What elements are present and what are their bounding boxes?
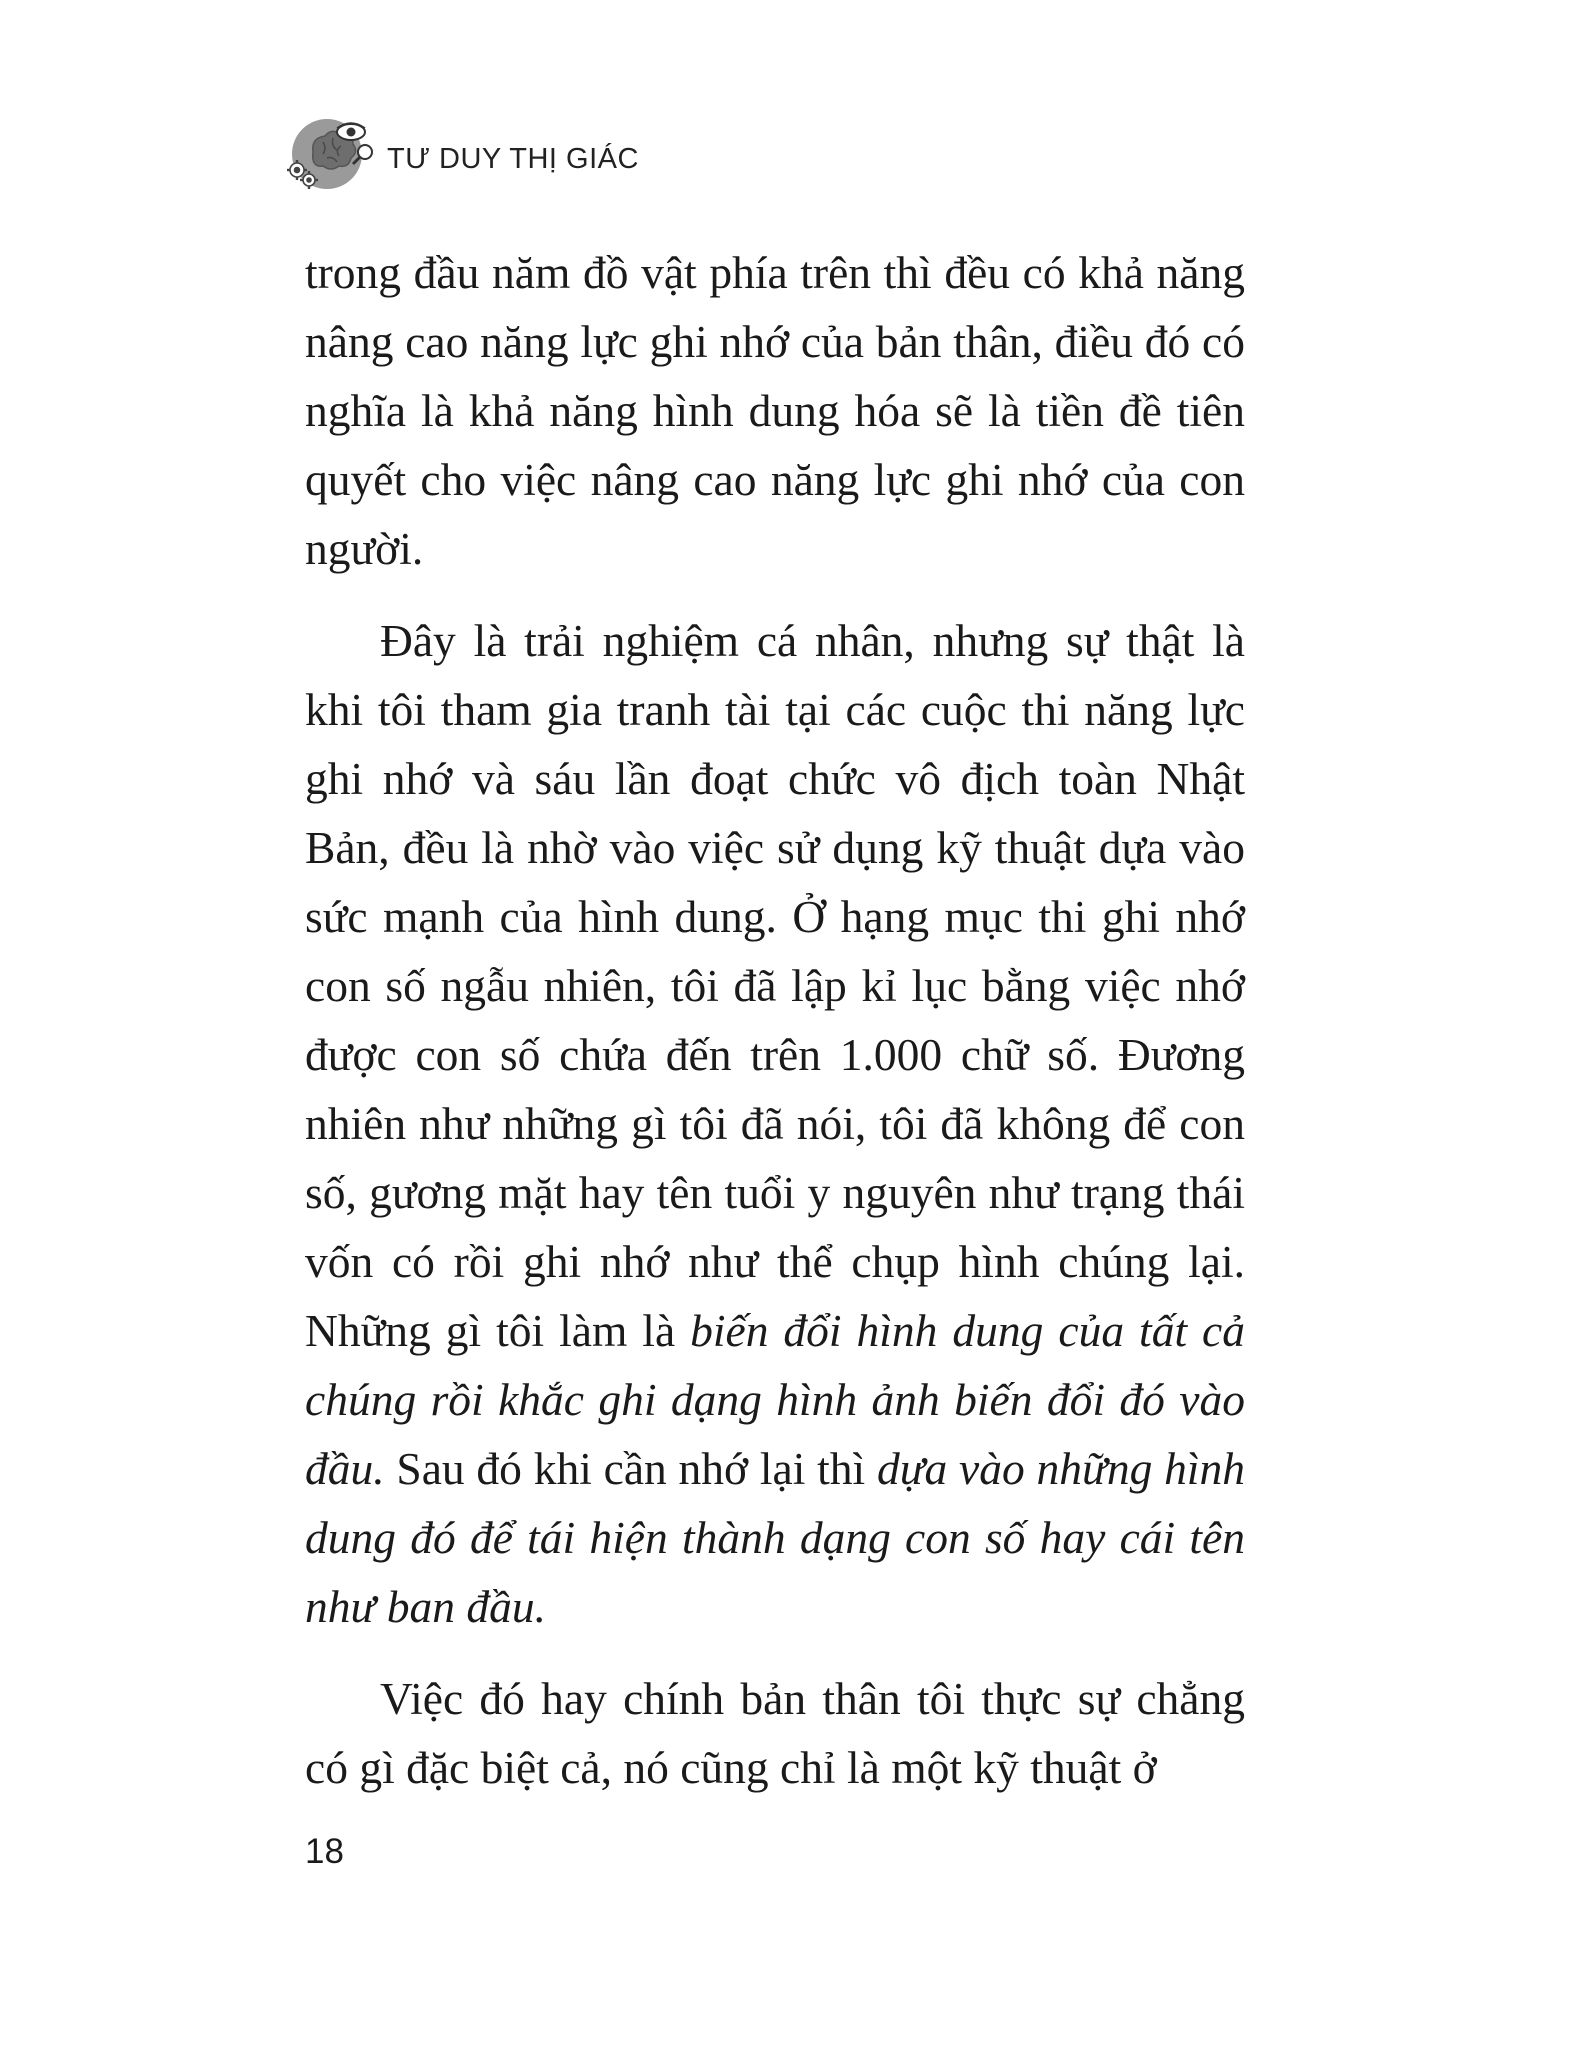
text-segment: trong đầu năm đồ vật phía trên thì đều có khả năng nâng cao năng lực ghi nhớ của bản thân, điều đó có nghĩa là khả năng hình dung hóa sẽ là tiền đề tiên quyết cho việc nâng cao năng lực ghi nhớ của con người. — [305, 247, 1245, 574]
italic-emphasis: biến đổi hình dung của tất cả chúng rồi khắc ghi dạng hình ảnh biến đổi đó vào đầu. — [305, 1305, 1245, 1494]
book-title: TƯ DUY THỊ GIÁC — [387, 142, 639, 175]
body-text — [305, 238, 1245, 1825]
page-number: 18 — [305, 1832, 344, 1871]
brain-eye-gears-icon — [283, 116, 379, 196]
running-header — [283, 116, 639, 196]
paragraph-experience — [305, 606, 1245, 1641]
italic-emphasis: dựa vào những hình dung đó để tái hiện thành dạng con số hay cái tên như ban đầu. — [305, 1443, 1246, 1632]
text-segment: Việc đó hay chính bản thân tôi thực sự chẳng có gì đặc biệt cả, nó cũng chỉ là một kỹ thuật ở — [305, 1673, 1245, 1793]
text-segment: Đây là trải nghiệm cá nhân, nhưng sự thật là khi tôi tham gia tranh tài tại các cuộc thi năng lực ghi nhớ và sáu lần đoạt chức vô địch toàn Nhật Bản, đều là nhờ vào việc sử dụng kỹ thuật dựa vào sức mạnh của hình dung. Ở hạng mục thi ghi nhớ con số ngẫu nhiên, tôi đã lập kỉ lục bằng việc nhớ được con số chứa đến trên 1.000 chữ số. Đương nhiên như những gì tôi đã nói, tôi đã không để con số, gương mặt hay tên tuổi y nguyên như trạng thái vốn có rồi ghi nhớ như thể chụp hình chúng lại. Những gì tôi làm là — [305, 615, 1245, 1356]
text-segment: Sau đó khi cần nhớ lại thì — [384, 1443, 877, 1494]
paragraph-closing — [305, 1664, 1245, 1802]
paragraph-continuation — [305, 238, 1245, 583]
